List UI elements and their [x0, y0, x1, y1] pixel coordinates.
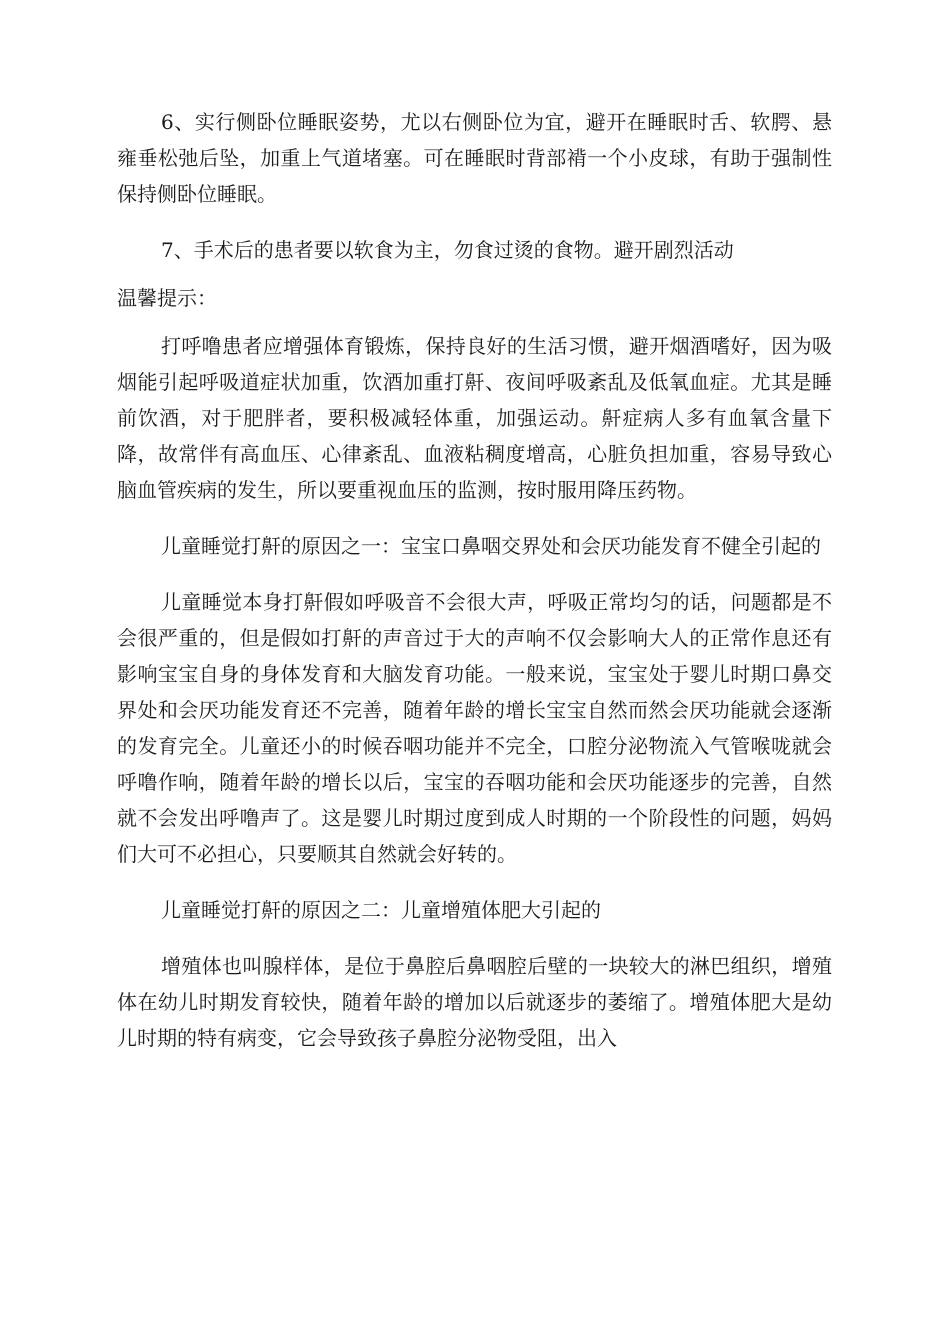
paragraph-cause-two-heading: 儿童睡觉打鼾的原因之二：儿童增殖体肥大引起的: [161, 898, 601, 922]
paragraph-snoring-advice: 打呼噜患者应增强体育锻炼，保持良好的生活习惯，避开烟酒嗜好，因为吸烟能引起呼吸道症状加重，饮酒加重打鼾、夜间呼吸紊乱及低氧血症。尤其是睡前饮酒，对于肥胖者，要积极减轻体重，加强运动。鼾症病人多有血氧含量下降，故常伴有高血压、心律紊乱、血液粘稠度增高，心脏负担加重，容易导致心脑血管疾病的发生，所以要重视血压的监测，按时服用降压药物。: [117, 334, 832, 502]
paragraph-cause-one-body: 儿童睡觉本身打鼾假如呼吸音不会很大声，呼吸正常均匀的话，问题都是不会很严重的，但是假如打鼾的声音过于大的声响不仅会影响大人的正常作息还有影响宝宝自身的身体发育和大脑发育功能。一般来说，宝宝处于婴儿时期口鼻交界处和会厌功能发育还不完善，随着年龄的增长宝宝自然而然会厌功能就会逐渐的发育完全。儿童还小的时候吞咽功能并不完全，口腔分泌物流入气管喉咙就会呼噜作响，随着年龄的增长以后，宝宝的吞咽功能和会厌功能逐步的完善，自然就不会发出呼噜声了。这是婴儿时期过度到成人时期的一个阶段性的问题，妈妈们大可不必担心，只要顺其自然就会好转的。: [117, 590, 832, 866]
paragraph-post-surgery-diet: 7、手术后的患者要以软食为主，勿食过烫的食物。避开剧烈活动: [161, 238, 734, 262]
paragraph-sleep-position: 6、实行侧卧位睡眠姿势，尤以右侧卧位为宜，避开在睡眠时舌、软腭、悬雍垂松弛后坠，加重上气道堵塞。可在睡眠时背部褙一个小皮球，有助于强制性保持侧卧位睡眠。: [117, 110, 832, 206]
paragraph-cause-one-heading: 儿童睡觉打鼾的原因之一：宝宝口鼻咽交界处和会厌功能发育不健全引起的: [161, 534, 821, 558]
paragraph-tips-heading: 温馨提示：: [117, 286, 217, 310]
document-page: [117, 104, 832, 1056]
paragraph-cause-two-body: 增殖体也叫腺样体，是位于鼻腔后鼻咽腔后壁的一块较大的淋巴组织，增殖体在幼儿时期发育较快，随着年龄的增加以后就逐步的萎缩了。增殖体肥大是幼儿时期的特有病变，它会导致孩子鼻腔分泌物受阻，出入: [117, 954, 832, 1050]
